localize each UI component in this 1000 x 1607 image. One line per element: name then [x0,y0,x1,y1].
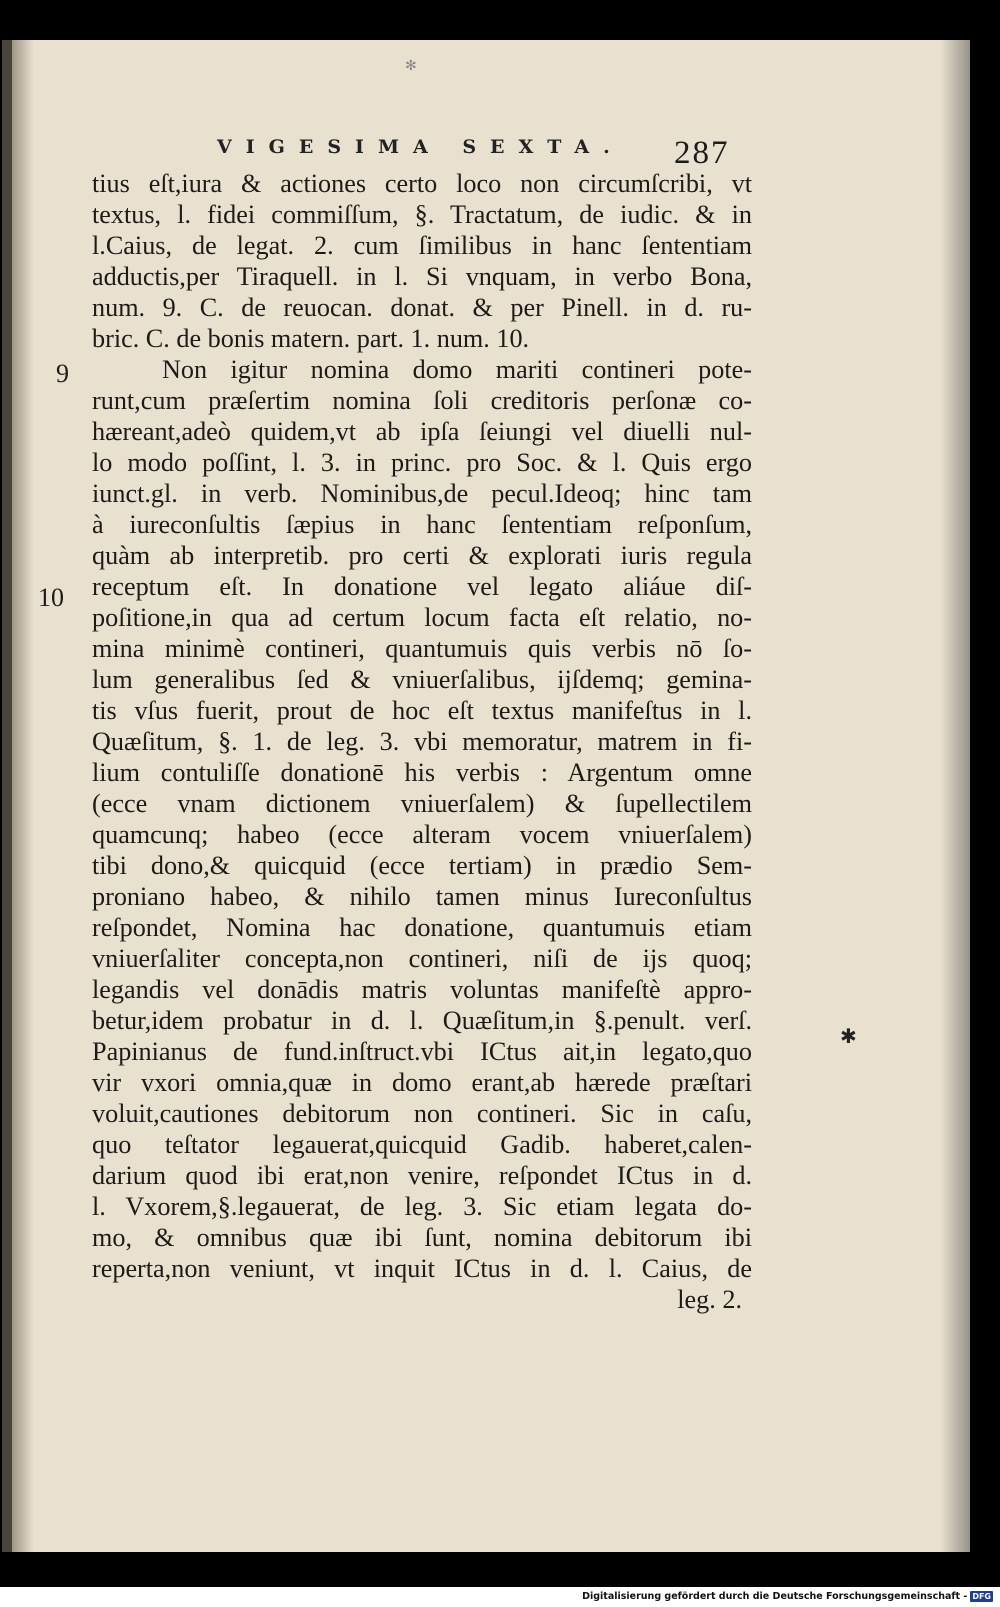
text-line: legandis vel donādis matris voluntas manifeſtè appro- [92,975,752,1004]
marginal-number-9: 9 [56,359,69,388]
footer [579,1589,996,1603]
text-line: num. 9. C. de reuocan. donat. & per Pinell. in d. ru- [92,293,752,322]
text-line: receptum eſt. In donatione vel legato aliáue diſ- [92,572,752,601]
body-text [92,168,752,1315]
text-line: tis vſus fuerit, prout de hoc eſt textus manifeſtus in l. [92,696,752,725]
text-line: poſitione,in qua ad certum locum facta eſt relatio, no- [92,603,752,632]
page-edge-shadow [940,40,970,1552]
text-line: reſpondet, Nomina hac donatione, quantumuis etiam [92,913,752,942]
running-head: VIGESIMA SEXTA. [217,136,624,158]
marginal-mark-icon: ✱ [840,1024,857,1048]
marginal-number-10: 10 [38,583,64,612]
text-line: bric. C. de bonis matern. part. 1. num. 10. [92,324,530,353]
text-line: lium contuliſſe donationē his verbis : Argentum omne [92,758,752,787]
dfg-logo: DFG [972,1591,991,1601]
text-line: hæreant,adeò quidem,vt ab ipſa ſeiungi vel diuelli nul- [92,417,752,446]
text-line: vniuerſaliter concepta,non contineri, niſi de ijs quoq; [92,944,752,973]
text-line: lum generalibus ſed & vniuerſalibus, ijſdemq; gemina- [92,665,752,694]
text-line: iunct.gl. in verb. Nominibus,de pecul.Ideoq; hinc tam [92,479,752,508]
ornament-icon: ✻ [405,58,417,74]
text-line: Papinianus de fund.inſtruct.vbi ICtus ait,in legato,quo [92,1037,752,1066]
text-line: leg. 2. [677,1285,742,1314]
text-line: quo teſtator legauerat,quicquid Gadib. haberet,calen- [92,1130,752,1159]
text-line: textus, l. fidei commiſſum, §. Tractatum, de iudic. & in [92,200,752,229]
text-line: darium quod ibi erat,non venire, reſpondet ICtus in d. [92,1161,752,1190]
text-line: mina minimè contineri, quantumuis quis verbis nō ſo- [92,634,752,663]
text-line: l. Vxorem,§.legauerat, de leg. 3. Sic etiam legata do- [92,1192,752,1221]
text-line: reperta,non veniunt, vt inquit ICtus in d. l. Caius, de [92,1254,752,1283]
footer-credit: Digitalisierung gefördert durch die Deutsche Forschungsgemeinschaft - [582,1590,968,1602]
spine-shadow [12,40,34,1552]
book-page [2,40,970,1552]
text-line: Non igitur nomina domo mariti contineri pote- [162,355,752,384]
text-line: lo modo poſſint, l. 3. in princ. pro Soc. & l. Quis ergo [92,448,752,477]
text-line: mo, & omnibus quæ ibi ſunt, nomina debitorum ibi [92,1223,752,1252]
text-line: l.Caius, de legat. 2. cum ſimilibus in hanc ſententiam [92,231,752,260]
text-line: voluit,cautiones debitorum non contineri. Sic in caſu, [92,1099,752,1128]
text-line: betur,idem probatur in d. l. Quæſitum,in §.penult. verſ. [92,1006,752,1035]
text-line: à iureconſultis ſæpius in hanc ſententiam reſponſum, [92,510,752,539]
text-line: adductis,per Tiraquell. in l. Si vnquam, in verbo Bona, [92,262,752,291]
text-line: tibi dono,& quicquid (ecce tertiam) in prædio Sem- [92,851,752,880]
page-number: 287 [674,135,730,171]
text-line: quàm ab interpretib. pro certi & explorati iuris regula [92,541,752,570]
text-line: (ecce vnam dictionem vniuerſalem) & ſupellectilem [92,789,752,818]
text-line: vir vxori omnia,quæ in domo erant,ab hærede præſtari [92,1068,752,1097]
text-line: quamcunq; habeo (ecce alteram vocem vniuerſalem) [92,820,752,849]
text-line: proniano habeo, & nihilo tamen minus Iureconſultus [92,882,752,911]
text-line: tius eſt,iura & actiones certo loco non circumſcribi, vt [92,169,752,198]
text-line: runt,cum præſertim nomina ſoli creditoris perſonæ co- [92,386,752,415]
text-line: Quæſitum, §. 1. de leg. 3. vbi memoratur, matrem in fi- [92,727,752,756]
